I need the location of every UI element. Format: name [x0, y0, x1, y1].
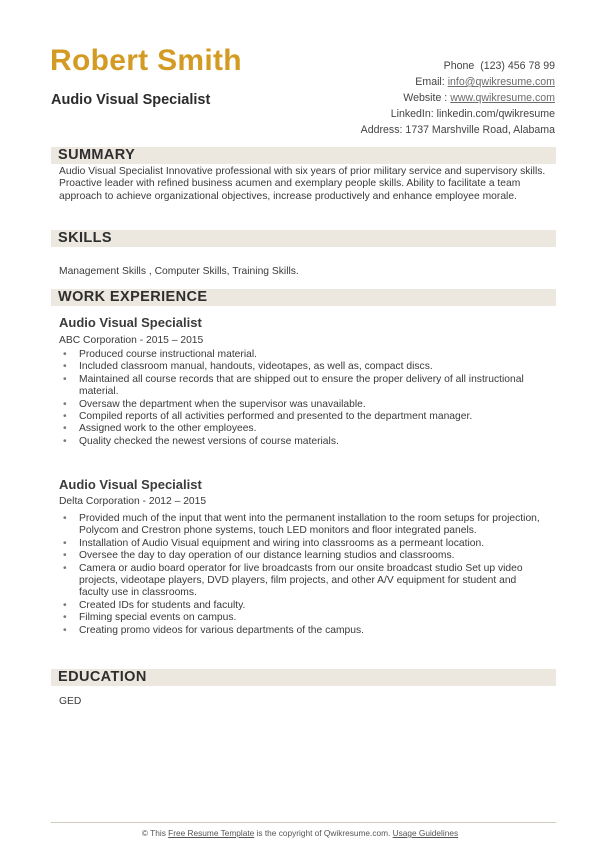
copyright-icon: © — [141, 828, 149, 838]
job-bullet: • Compiled reports of all activities performed and presented to the department manager. — [62, 411, 544, 423]
education-text: GED — [59, 696, 82, 707]
contact-email — [361, 75, 555, 91]
job-bullet-list — [62, 349, 544, 448]
footer — [0, 828, 600, 838]
contact-linkedin — [361, 107, 555, 123]
job-bullet: • Produced course instructional material. — [62, 349, 544, 361]
candidate-title: Audio Visual Specialist — [51, 92, 211, 108]
contact-website — [361, 91, 555, 107]
job-bullet: • Maintained all course records that are shipped out to ensure the proper delivery of all instructional material. — [62, 374, 544, 399]
footer-divider — [51, 822, 556, 823]
candidate-name: Robert Smith — [50, 44, 242, 77]
job-bullet: • Camera or audio board operator for live broadcasts from our onsite broadcast studio Set up video projects, videotape players, DVD players, film projects, and other A/V equipment for student and faculty use in classrooms. — [62, 563, 544, 600]
experience-heading: WORK EXPERIENCE — [58, 289, 208, 305]
free-resume-template-link[interactable]: Free Resume Template — [168, 828, 255, 838]
contact-block — [361, 59, 555, 139]
job-bullet: • Created IDs for students and faculty. — [62, 600, 544, 612]
skills-text: Management Skills , Computer Skills, Training Skills. — [59, 266, 299, 277]
linkedin-value: linkedin.com/qwikresume — [436, 107, 555, 120]
footer-prefix: This — [150, 828, 166, 838]
contact-phone — [361, 59, 555, 75]
phone-value: (123) 456 78 99 — [480, 60, 555, 72]
job-bullet: • Oversee the day to day operation of our distance learning studios and classrooms. — [62, 550, 544, 562]
job-bullet: • Quality checked the newest versions of course materials. — [62, 436, 544, 448]
email-link[interactable]: info@qwikresume.com — [447, 75, 555, 88]
job-company: Delta Corporation - 2012 – 2015 — [59, 496, 207, 507]
phone-label: Phone — [443, 60, 475, 72]
job-company: ABC Corporation - 2015 – 2015 — [59, 335, 204, 346]
address-value: 1737 Marshville Road, Alabama — [405, 123, 555, 136]
address-label: Address: — [360, 123, 403, 136]
skills-section-bar — [51, 230, 556, 247]
job-bullet-list — [62, 513, 544, 637]
website-label: Website : — [403, 91, 448, 104]
job-bullet: • Included classroom manual, handouts, videotapes, as well as, compact discs. — [62, 361, 544, 373]
job-bullet: • Filming special events on campus. — [62, 612, 544, 624]
job-bullet: • Creating promo videos for various departments of the campus. — [62, 625, 544, 637]
job-bullet: • Assigned work to the other employees. — [62, 423, 544, 435]
summary-heading: SUMMARY — [58, 147, 136, 163]
job-title: Audio Visual Specialist — [59, 315, 202, 330]
email-label: Email: — [415, 75, 445, 88]
usage-guidelines-link[interactable]: Usage Guidelines — [392, 828, 459, 838]
footer-middle: is the copyright of Qwikresume.com. — [256, 828, 391, 838]
linkedin-label: LinkedIn: — [390, 107, 434, 120]
job-bullet: • Oversaw the department when the supervisor was unavailable. — [62, 399, 544, 411]
education-heading: EDUCATION — [58, 669, 147, 685]
contact-address — [361, 123, 555, 139]
summary-text: Audio Visual Specialist Innovative professional with six years of prior military service and supervisory skills. Proactive leader with refined business acumen and exemplary people skills. Ability to facilitate a team approach to achieve organizational objectives, increase productively and enhance employee morale. — [59, 166, 546, 202]
job-bullet: • Installation of Audio Visual equipment and wiring into classrooms as a permeant location. — [62, 538, 544, 550]
skills-heading: SKILLS — [58, 230, 112, 246]
job-title: Audio Visual Specialist — [59, 477, 202, 492]
job-bullet: • Provided much of the input that went into the permanent installation to the room setups for projection, Polycom and Crestron phone systems, touch LED monitors and floor integrated panels. — [62, 513, 544, 538]
website-link[interactable]: www.qwikresume.com — [450, 91, 555, 104]
